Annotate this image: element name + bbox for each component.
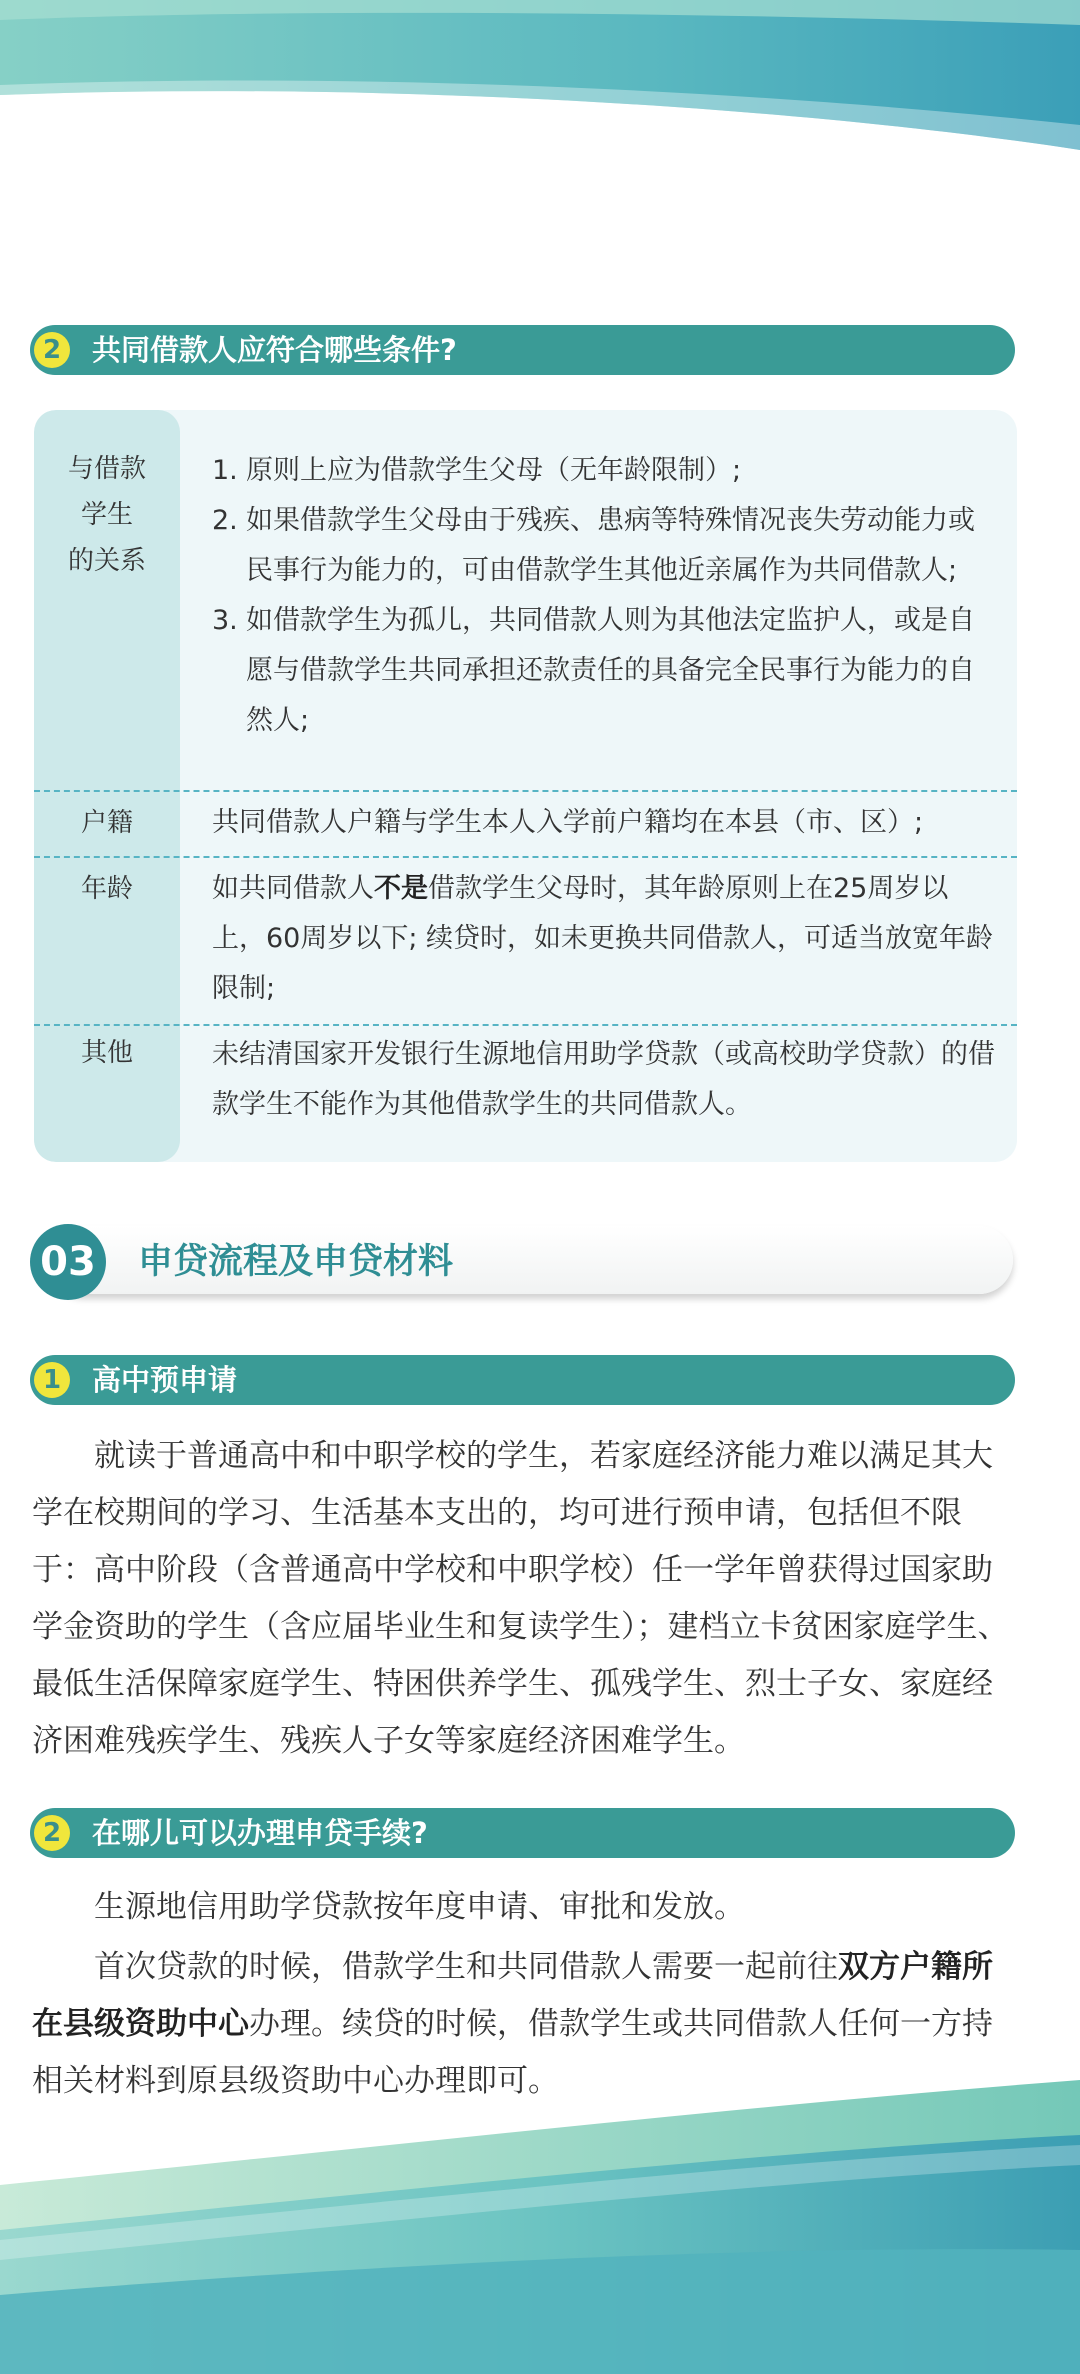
hukou-label: 户籍 (80, 808, 133, 838)
step-1-paragraph: 就读于普通高中和中职学校的学生，若家庭经济能力难以满足其大学在校期间的学习、生活基本支出的，均可进行预申请，包括但不限于：高中阶段（含普通高中学校和中职学校）任一学年曾获得过国家助学金资助的学生（含应届毕业生和复读学生）；建档立卡贫困家庭学生、最低生活保障家庭学生、特困供养学生、孤残学生、烈士子女、家庭经济困难残疾学生、残疾人子女等家庭经济困难学生。 (32, 1438, 1009, 1759)
step-1-banner (30, 1355, 1015, 1405)
list-item: 3. 如借款学生为孤儿，共同借款人则为其他法定监护人，或是自愿与借款学生共同承担还款责任的具备完全民事行为能力的自然人; (212, 605, 975, 736)
relationship-label: 与借款 学生 的关系 (67, 454, 146, 576)
question-2-banner (30, 325, 1015, 375)
age-label: 年龄 (80, 874, 133, 904)
section-03-header (30, 1224, 1015, 1302)
banner-title: 共同借款人应符合哪些条件? (92, 333, 457, 367)
list-item: 2. 如果借款学生父母由于残疾、患病等特殊情况丧失劳动能力或民事行为能力的，可由借款学生其他近亲属作为共同借款人; (212, 505, 975, 586)
other-label: 其他 (80, 1038, 133, 1068)
section-title: 申贷流程及申贷材料 (138, 1242, 454, 1282)
relationship-content (212, 446, 997, 746)
row-divider (34, 856, 1017, 858)
conditions-table (34, 410, 1017, 1162)
hukou-content: 共同借款人户籍与学生本人入学前户籍均在本县（市、区）; (212, 807, 924, 838)
list-item: 1. 原则上应为借款学生父母（无年龄限制）; (212, 455, 742, 486)
top-wave-decoration (0, 0, 1080, 170)
step-2-paragraph-1: 生源地信用助学贷款按年度申请、审批和发放。 (94, 1889, 745, 1925)
banner-title: 在哪儿可以办理申贷手续? (92, 1816, 428, 1850)
step-2-paragraph-2: 首次贷款的时候，借款学生和共同借款人需要一起前往双方户籍所在县级资助中心办理。续贷的时候，借款学生或共同借款人任何一方持相关材料到原县级资助中心办理即可。 (32, 1949, 993, 2099)
section-number: 03 (30, 1224, 106, 1300)
row-divider (34, 790, 1017, 792)
step-2-banner (30, 1808, 1015, 1858)
banner-title: 高中预申请 (92, 1363, 238, 1397)
age-content: 如共同借款人不是借款学生父母时，其年龄原则上在25周岁以上，60周岁以下; 续贷时，如未更换共同借款人，可适当放宽年龄限制; (212, 873, 994, 1004)
other-content: 未结清国家开发银行生源地信用助学贷款（或高校助学贷款）的借款学生不能作为其他借款学生的共同借款人。 (212, 1039, 995, 1120)
number-badge: 2 (34, 1815, 70, 1851)
bottom-wave-decoration (0, 2080, 1080, 2374)
row-divider (34, 1024, 1017, 1026)
number-badge: 2 (34, 332, 70, 368)
number-badge: 1 (34, 1362, 70, 1398)
